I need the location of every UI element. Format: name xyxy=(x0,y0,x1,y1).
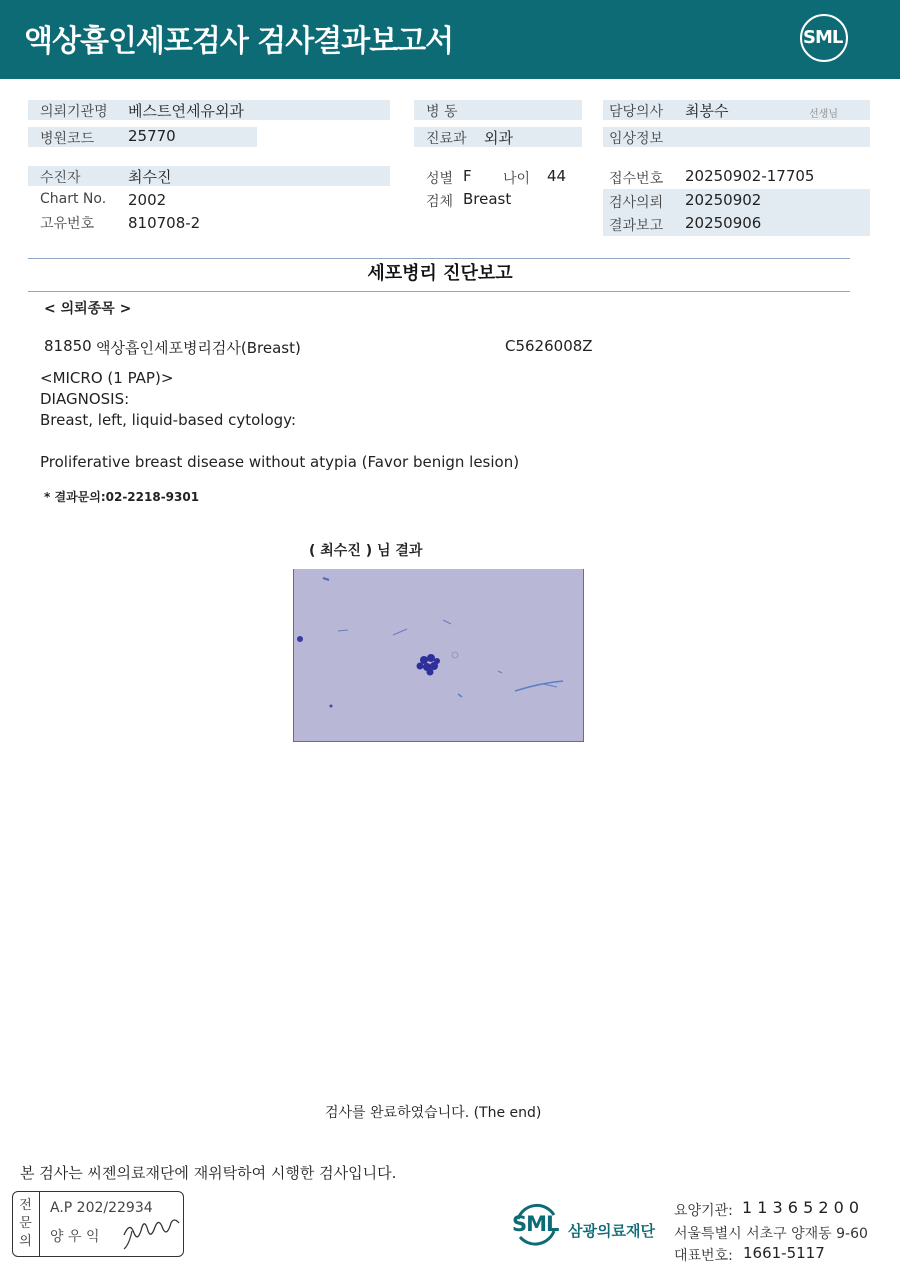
sex-label: 성별 xyxy=(426,171,454,187)
doctor-suffix: 선생님 xyxy=(809,109,838,120)
sml-logo-text: SML xyxy=(803,27,843,48)
diagnosis-spacer xyxy=(40,431,519,452)
doctor-value: 최봉수 xyxy=(685,102,729,120)
stamp-side-char: 문 xyxy=(19,1216,32,1231)
test-name: 액상흡인세포병리검사(Breast) xyxy=(96,339,301,357)
end-note: 검사를 완료하였습니다. (The end) xyxy=(325,1105,542,1121)
micro-line: <MICRO (1 PAP)> xyxy=(40,369,174,387)
phone-label: 대표번호: xyxy=(674,1248,733,1264)
code-label: 요양기관: xyxy=(674,1203,733,1219)
request-value: 20250902 xyxy=(685,191,762,209)
id-label: 고유번호 xyxy=(40,216,95,232)
footer-logo-text: SML xyxy=(512,1212,559,1236)
org-name: 삼광의료재단 xyxy=(568,1222,655,1240)
hospital-code-label: 병원코드 xyxy=(40,131,95,147)
receipt-label: 접수번호 xyxy=(609,171,664,187)
chart-value: 2002 xyxy=(128,191,167,209)
image-caption: ( 최수진 ) 님 결과 xyxy=(309,543,423,559)
chart-label: Chart No. xyxy=(40,191,107,207)
diagnosis-site: Breast, left, liquid-based cytology: xyxy=(40,411,297,429)
stamp-side-char: 전 xyxy=(19,1198,32,1213)
report-date-label: 결과보고 xyxy=(609,218,664,234)
patient-label: 수진자 xyxy=(40,170,81,186)
clinical-label: 임상정보 xyxy=(609,131,664,147)
outsourced-note: 본 검사는 씨젠의료재단에 재위탁하여 시행한 검사입니다. xyxy=(20,1164,397,1182)
section-title: 세포병리 진단보고 xyxy=(367,263,513,284)
institution-label: 의뢰기관명 xyxy=(40,104,108,120)
request-label: 검사의뢰 xyxy=(609,195,664,211)
stamp-license: A.P 202/22934 xyxy=(50,1200,153,1216)
request-items-label: < 의뢰종목 > xyxy=(44,301,132,317)
test-id: C5626008Z xyxy=(505,337,593,355)
diagnosis-block xyxy=(40,368,519,473)
diagnosis-label: DIAGNOSIS: xyxy=(40,390,130,408)
patient-value: 최수진 xyxy=(128,168,172,186)
dept-value: 외과 xyxy=(484,129,513,147)
sex-value: F xyxy=(463,167,472,185)
institution-value: 베스트연세유외과 xyxy=(128,102,244,120)
age-value: 44 xyxy=(547,167,567,185)
patient-bar xyxy=(28,166,390,186)
signature-image xyxy=(120,1205,182,1251)
stamp-side-char: 의 xyxy=(19,1234,32,1249)
age-label: 나이 xyxy=(503,171,531,187)
stamp-side-label xyxy=(12,1191,40,1257)
id-value: 810708-2 xyxy=(128,214,201,232)
hospital-code-value: 25770 xyxy=(128,127,176,145)
stamp-name: 양 우 익 xyxy=(50,1229,100,1245)
diagnosis-result: Proliferative breast disease without atypia (Favor benign lesion) xyxy=(40,453,520,471)
specimen-label: 검체 xyxy=(426,194,454,210)
dept-label: 진료과 xyxy=(426,131,467,147)
address: 서울특별시 서초구 양재동 9-60 xyxy=(674,1226,868,1242)
test-code: 81850 xyxy=(44,337,92,355)
cytology-image xyxy=(293,563,584,742)
specimen-value: Breast xyxy=(463,190,512,208)
phone-value: 1661-5117 xyxy=(743,1244,825,1262)
report-date-value: 20250906 xyxy=(685,214,762,232)
doctor-label: 담당의사 xyxy=(609,104,664,120)
receipt-value: 20250902-17705 xyxy=(685,167,815,185)
section-bottom-rule xyxy=(28,291,850,292)
report-title: 액상흡인세포검사 검사결과보고서 xyxy=(24,24,454,59)
code-value: 1 1 3 6 5 2 0 0 xyxy=(742,1198,860,1217)
ward-label: 병 동 xyxy=(426,104,458,120)
inquiry-note: * 결과문의:02-2218-9301 xyxy=(44,490,200,504)
